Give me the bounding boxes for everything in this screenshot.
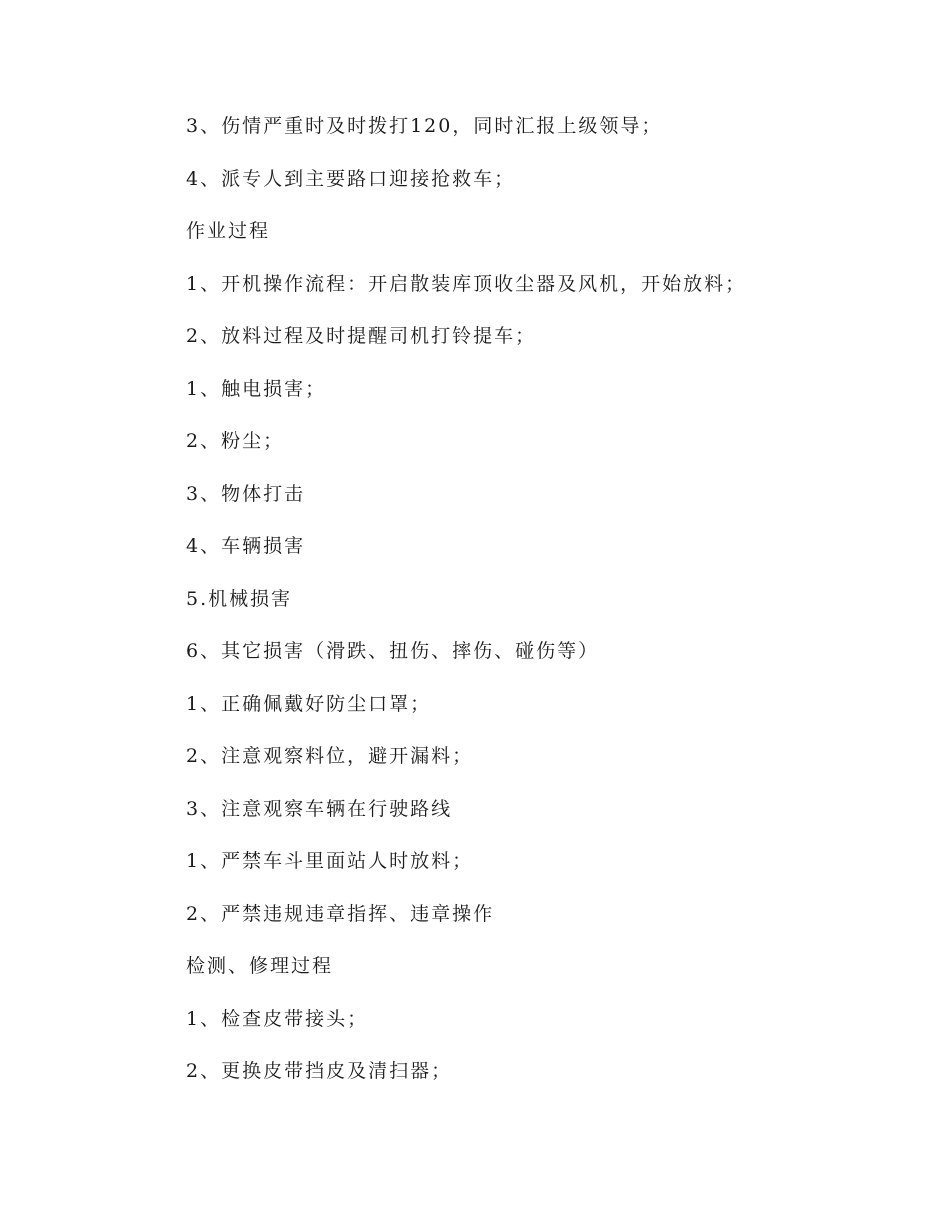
text-line: 2、注意观察料位，避开漏料； (186, 745, 474, 767)
text-line: 3、物体打击 (186, 482, 306, 505)
text-line: 4、派专人到主要路口迎接抢救车； (186, 167, 516, 190)
section-heading: 检测、修理过程 (186, 955, 334, 977)
text-line: 2、放料过程及时提醒司机打铃提车； (186, 325, 537, 347)
text-line: 6、其它损害（滑跌、扭伤、摔伤、碰伤等） (186, 640, 600, 662)
text-line: 1、检查皮带接头； (186, 1007, 369, 1030)
document-body (186, 108, 886, 1106)
text-line: 1、正确佩戴好防尘口罩； (186, 692, 432, 715)
text-line: 5.机械损害 (186, 587, 293, 610)
text-line: 2、更换皮带挡皮及清扫器； (186, 1060, 453, 1082)
text-line: 1、开机操作流程：开启散装库顶收尘器及风机，开始放料； (186, 272, 747, 295)
text-line: 1、触电损害； (186, 377, 327, 400)
text-line: 3、伤情严重时及时拨打120，同时汇报上级领导； (186, 115, 663, 137)
text-line: 2、粉尘； (186, 430, 285, 452)
text-line: 3、注意观察车辆在行驶路线 (186, 797, 453, 820)
text-line: 1、严禁车斗里面站人时放料； (186, 850, 474, 872)
text-line: 4、车辆损害 (186, 535, 306, 557)
section-heading: 作业过程 (186, 220, 271, 242)
text-line: 2、严禁违规违章指挥、违章操作 (186, 902, 495, 925)
